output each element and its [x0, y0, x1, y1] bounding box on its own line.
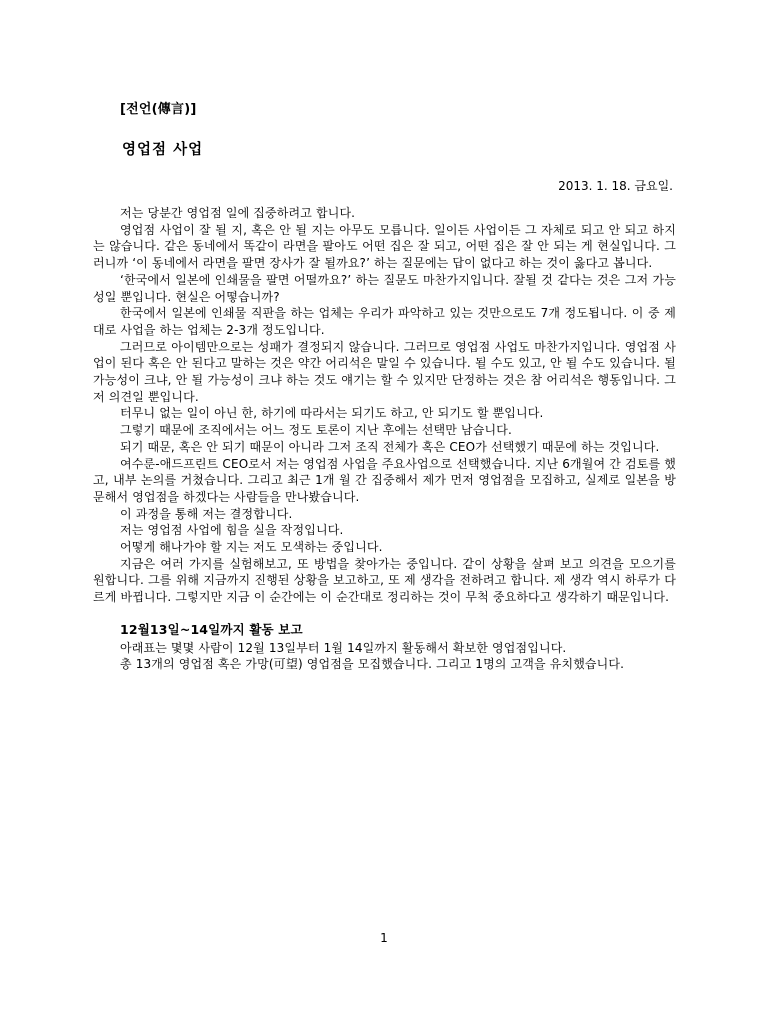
- paragraph: 터무니 없는 일이 아닌 한, 하기에 따라서는 되기도 하고, 안 되기도 할 뿐입니다.: [120, 406, 544, 421]
- paragraph: 저는 당분간 영업점 일에 집중하려고 합니다.: [120, 206, 356, 220]
- paragraph: 여수룬-애드프린트 CEO로서 저는 영업점 사업을 주요사업으로 선택했습니다. 지난 6개월여 간 검토를 했고, 내부 논의를 거쳤습니다. 그리고 최근 1개 월 간 집중해서 제가 먼저 영업점을 모집하고, 실제로 일본을 방문해서 영업점을 하겠다는 사람들을 만나봤습니다.: [93, 456, 676, 504]
- document-title: 영업점 사업: [122, 142, 204, 158]
- page-number: 1: [380, 931, 388, 945]
- document-body: [93, 205, 676, 673]
- paragraph: 그렇기 때문에 조직에서는 어느 정도 토론이 지난 후에는 선택만 남습니다.: [120, 423, 512, 438]
- document-tag: [전언(傳言)]: [120, 102, 197, 117]
- paragraph: ‘한국에서 일본에 인쇄물을 팔면 어떨까요?’ 하는 질문도 마찬가지입니다. 잘될 것 같다는 것은 그저 가능성일 뿐입니다. 현실은 어떻습니까?: [93, 272, 676, 304]
- paragraph: 지금은 여러 가지를 실험해보고, 또 방법을 찾아가는 중입니다. 같이 상황을 살펴 보고 의견을 모으기를 원합니다. 그를 위해 지금까지 진행된 상황을 보고하고, 또 제 생각을 전하려고 합니다. 제 생각 역시 하루가 다르게 바뀝니다. 그렇지만 지금 이 순간에는 이 순간대로 정리하는 것이 무척 중요하다고 생각하기 때문입니다.: [93, 556, 676, 605]
- section-paragraph: 총 13개의 영업점 혹은 가망(可望) 영업점을 모집했습니다. 그리고 1명의 고객을 유치했습니다.: [120, 657, 625, 672]
- paragraph: 그러므로 아이템만으로는 성패가 결정되지 않습니다. 그러므로 영업점 사업도 마찬가지입니다. 영업점 사업이 된다 혹은 안 된다고 말하는 것은 약간 어리석은 말일 수 있습니다. 될 수도 있고, 안 될 수도 있습니다. 될 가능성이 크냐, 안 될 가능성이 크냐 하는 것도 얘기는 할 수 있지만 단정하는 것은 참 어리석은 행동입니다. 그저 의견일 뿐입니다.: [93, 339, 676, 404]
- paragraph: 이 과정을 통해 저는 결정합니다.: [120, 506, 293, 521]
- section-paragraph: 아래표는 몇몇 사람이 12월 13일부터 1월 14일까지 활동해서 확보한 영업점입니다.: [120, 640, 567, 655]
- paragraph: 되기 때문, 혹은 안 되기 때문이 아니라 그저 조직 전체가 혹은 CEO가 선택했기 때문에 하는 것입니다.: [120, 439, 660, 454]
- paragraph: 영업점 사업이 잘 될 지, 혹은 안 될 지는 아무도 모릅니다. 일이든 사업이든 그 자체로 되고 안 되고 하지는 않습니다. 같은 동네에서 똑같이 라면을 팔아도 어떤 집은 잘 되고, 어떤 집은 잘 안 되는 게 현실입니다. 그러니까 ‘이 동네에서 라면을 팔면 장사가 잘 될까요?’ 하는 질문에는 답이 없다고 하는 것이 옳다고 봅니다.: [93, 222, 676, 271]
- paragraph: 한국에서 일본에 인쇄물 직판을 하는 업체는 우리가 파악하고 있는 것만으로도 7개 정도됩니다. 이 중 제대로 사업을 하는 업체는 2-3개 정도입니다.: [93, 306, 676, 337]
- document-date: 2013. 1. 18. 금요일.: [558, 179, 673, 193]
- paragraph: 어떻게 해나가야 할 지는 저도 모색하는 중입니다.: [120, 540, 383, 555]
- paragraph: 저는 영업점 사업에 힘을 실을 작정입니다.: [120, 523, 344, 538]
- section-heading: 12월13일~14일까지 활동 보고: [120, 621, 303, 637]
